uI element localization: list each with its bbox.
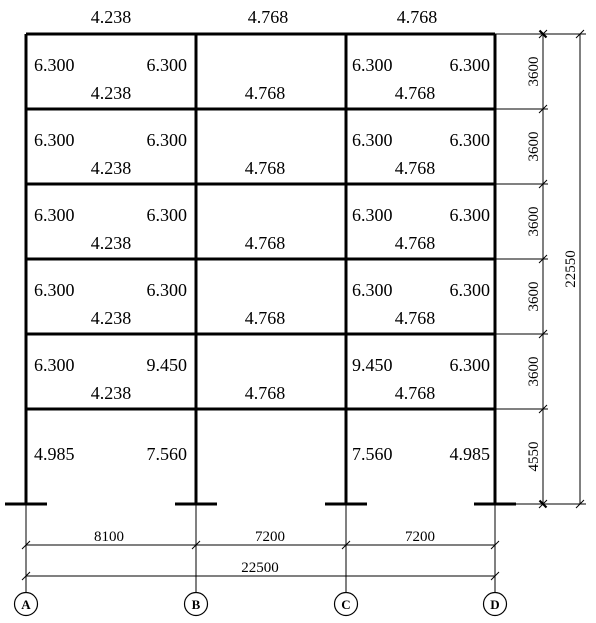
- column-value: 6.300: [352, 55, 393, 75]
- story-6-values: [34, 55, 490, 103]
- column-value: 6.300: [352, 130, 393, 150]
- column-value: 9.450: [146, 355, 187, 375]
- column-value: 6.300: [449, 130, 490, 150]
- story-height-label: 3600: [526, 281, 542, 312]
- column-value: 6.300: [146, 205, 187, 225]
- beam-value: 4.768: [244, 233, 286, 253]
- column-value: 6.300: [146, 130, 187, 150]
- roof-beam-value-bc: 4.768: [247, 7, 289, 27]
- column-value: 6.300: [34, 280, 75, 300]
- column-value: 4.985: [449, 444, 490, 464]
- column-value: 9.450: [352, 355, 393, 375]
- column-value: 6.300: [449, 355, 490, 375]
- beam-value: 4.768: [244, 308, 286, 328]
- story-height-label: 3600: [526, 131, 542, 162]
- column-value: 6.300: [352, 205, 393, 225]
- total-width-label: 22500: [241, 560, 279, 576]
- column-value: 6.300: [34, 130, 75, 150]
- column-value: 6.300: [146, 280, 187, 300]
- axis-label-d: D: [490, 597, 500, 612]
- beam-value: 4.238: [90, 308, 132, 328]
- beam-value: 4.238: [90, 83, 132, 103]
- beam-value: 4.768: [394, 83, 436, 103]
- column-value: 6.300: [352, 280, 393, 300]
- column-value: 6.300: [34, 205, 75, 225]
- bay-width-label: 8100: [94, 529, 124, 545]
- axis-bubbles: [15, 593, 507, 616]
- beam-value: 4.238: [90, 383, 132, 403]
- story-1-values: [34, 444, 490, 464]
- column-value: 6.300: [146, 55, 187, 75]
- bay-width-labels: [94, 529, 435, 576]
- axis-label-a: A: [21, 597, 31, 612]
- story-height-label: 3600: [526, 206, 542, 237]
- axis-label-b: B: [191, 597, 201, 612]
- column-value: 6.300: [449, 280, 490, 300]
- roof-beam-values: [91, 7, 438, 27]
- story-height-label: 3600: [526, 56, 542, 87]
- column-value: 6.300: [449, 205, 490, 225]
- roof-beam-value-ab: 4.238: [90, 7, 132, 27]
- column-value: 4.985: [34, 444, 75, 464]
- story-4-values: [34, 205, 490, 253]
- total-height-label: 22550: [563, 250, 579, 288]
- story-height-label: 4550: [526, 441, 542, 472]
- column-value: 7.560: [146, 444, 187, 464]
- story-height-label: 3600: [526, 356, 542, 387]
- beam-value: 4.768: [394, 158, 436, 178]
- structure: [5, 34, 516, 504]
- beam-value: 4.768: [244, 83, 286, 103]
- axis-label-c: C: [341, 597, 351, 612]
- story-2-values: [34, 355, 490, 403]
- bay-width-label: 7200: [255, 529, 285, 545]
- beam-value: 4.768: [394, 383, 436, 403]
- roof-beam-value-cd: 4.768: [396, 7, 438, 27]
- column-value: 7.560: [352, 444, 393, 464]
- beam-value: 4.768: [244, 383, 286, 403]
- column-value: 6.300: [449, 55, 490, 75]
- story-3-values: [34, 280, 490, 328]
- story-5-values: [34, 130, 490, 178]
- beam-value: 4.768: [394, 233, 436, 253]
- bay-width-label: 7200: [405, 529, 435, 545]
- beam-value: 4.768: [244, 158, 286, 178]
- column-value: 6.300: [34, 355, 75, 375]
- beam-value: 4.238: [90, 158, 132, 178]
- beam-value: 4.238: [90, 233, 132, 253]
- beam-value: 4.768: [394, 308, 436, 328]
- column-value: 6.300: [34, 55, 75, 75]
